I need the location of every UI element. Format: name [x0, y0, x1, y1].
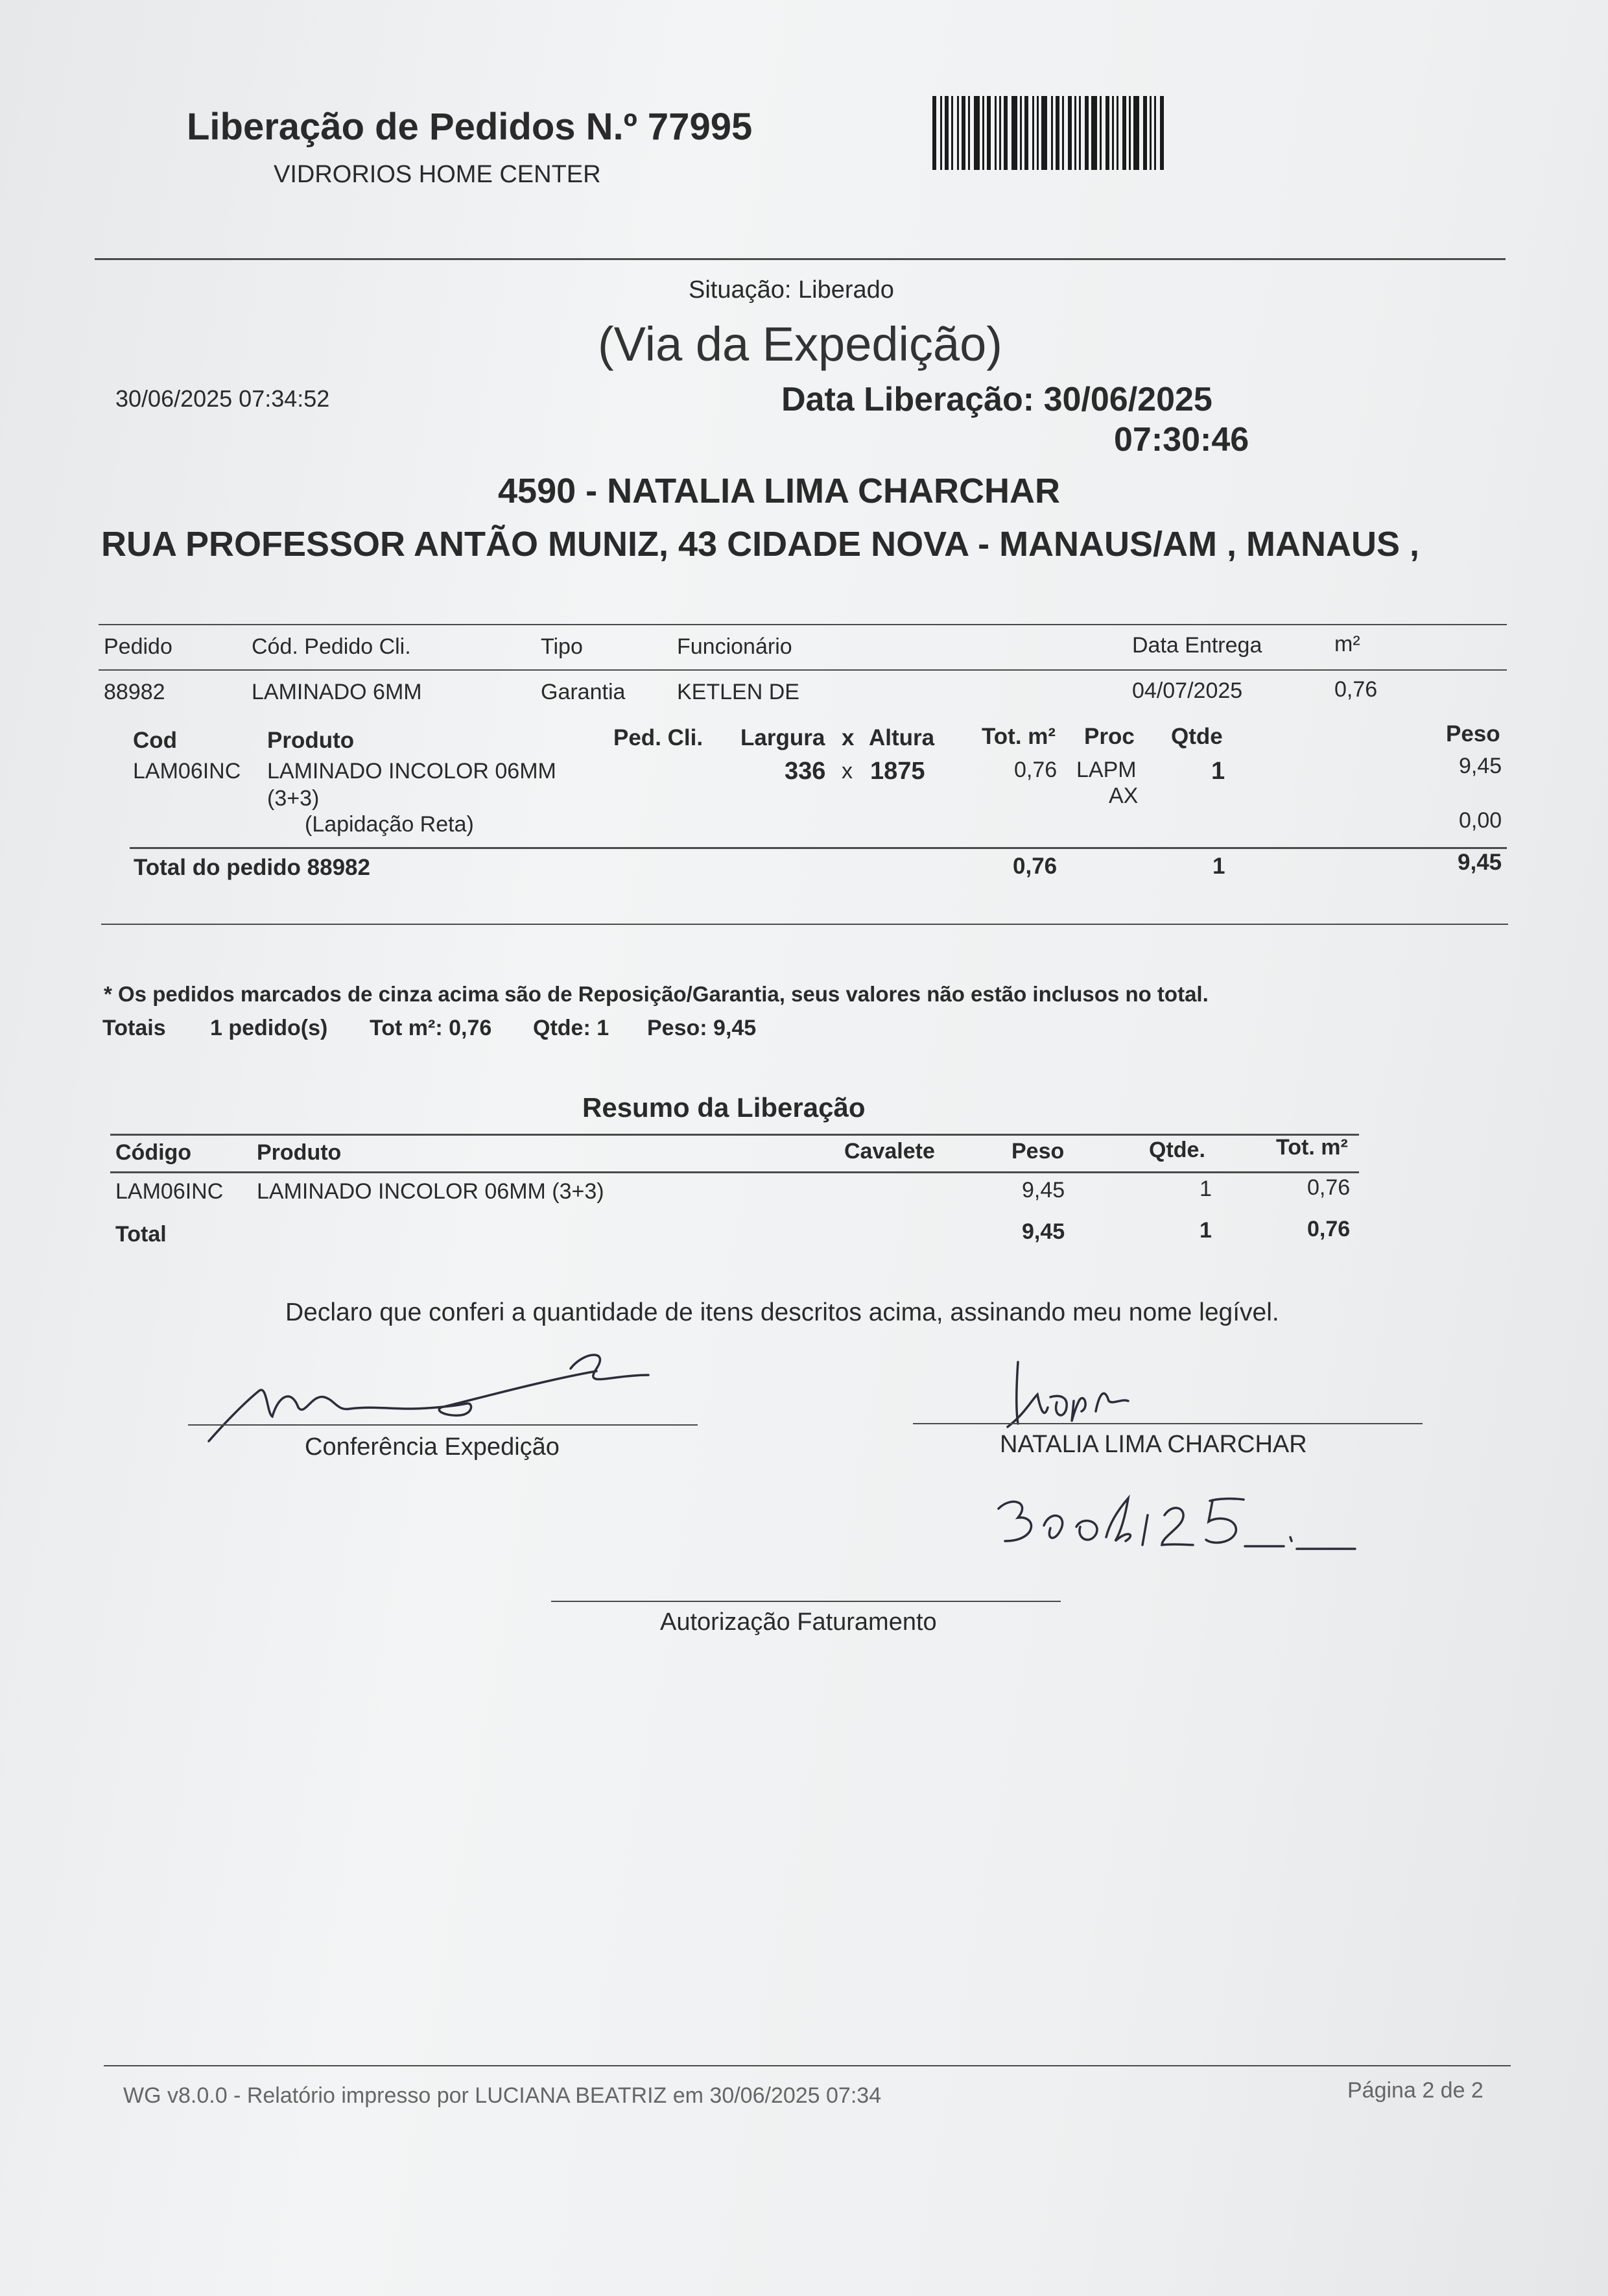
resumo-col-qtde: Qtde. [1149, 1138, 1205, 1162]
status-label: Situação: Liberado [689, 276, 894, 304]
footer-divider [104, 2065, 1511, 2066]
signature-left [195, 1349, 674, 1446]
declaration-text: Declaro que conferi a quantidade de itens descritos acima, assinando meu nome legível. [285, 1298, 1279, 1326]
liberacao-date: Data Liberação: 30/06/2025 [781, 381, 1212, 418]
barcode [932, 96, 1180, 170]
col-cod-pedido-cli: Cód. Pedido Cli. [252, 634, 411, 659]
resumo-header-line [110, 1171, 1359, 1173]
resumo-top-line [110, 1134, 1359, 1136]
barcode-bar [968, 96, 970, 170]
col-data-entrega: Data Entrega [1132, 633, 1262, 658]
barcode-bar [1004, 96, 1008, 170]
items-bottom-divider [101, 924, 1508, 925]
resumo-total-tot-m2: 0,76 [1307, 1217, 1351, 1241]
note-text: * Os pedidos marcados de cinza acima são de Reposição/Garantia, seus valores não estão inclusos no total. [104, 982, 1209, 1006]
signature-label-bottom: Autorização Faturamento [660, 1608, 937, 1636]
order-data-entrega: 04/07/2025 [1132, 678, 1243, 703]
signature-line-right [913, 1423, 1423, 1424]
items-col-altura: Altura [869, 725, 935, 750]
order-header-divider [99, 669, 1507, 671]
items-col-qtde: Qtde [1171, 724, 1223, 749]
client-address: RUA PROFESSOR ANTÃO MUNIZ, 43 CIDADE NOVA - MANAUS/AM , MANAUS , [101, 525, 1420, 564]
resumo-qtde: 1 [1200, 1177, 1212, 1201]
resumo-codigo: LAM06INC [115, 1179, 224, 1204]
resumo-produto: LAMINADO INCOLOR 06MM (3+3) [257, 1179, 604, 1204]
order-tipo: Garantia [541, 680, 626, 704]
barcode-bar [957, 96, 959, 170]
totals-pedidos: 1 pedido(s) [210, 1016, 328, 1040]
items-col-cod: Cod [133, 728, 178, 753]
barcode-bar [1154, 96, 1156, 170]
barcode-bar [932, 96, 936, 170]
item-cod: LAM06INC [133, 759, 241, 783]
barcode-bar [999, 96, 1001, 170]
signature-right [999, 1349, 1167, 1433]
signature-label-right: NATALIA LIMA CHARCHAR [1000, 1431, 1307, 1458]
resumo-tot-m2: 0,76 [1307, 1175, 1351, 1200]
resumo-total-label: Total [115, 1222, 167, 1247]
col-tipo: Tipo [541, 634, 583, 659]
barcode-bar [1133, 96, 1139, 170]
totals-label: Totais [102, 1016, 166, 1040]
barcode-bar [1056, 96, 1059, 170]
document-title: Liberação de Pedidos N.º 77995 [187, 106, 753, 148]
resumo-col-tot-m2: Tot. m² [1276, 1135, 1348, 1160]
item-processo: (Lapidação Reta) [305, 812, 474, 837]
barcode-bar [1122, 96, 1126, 170]
item-peso: 9,45 [1459, 754, 1502, 778]
items-col-produto: Produto [267, 728, 355, 753]
order-cod-pedido-cli: LAMINADO 6MM [252, 680, 422, 704]
item-proc-line1: LAPM [1076, 758, 1137, 782]
footer-left: WG v8.0.0 - Relatório impresso por LUCIANA BEATRIZ em 30/06/2025 07:34 [123, 2083, 882, 2108]
item-produto-line2: (3+3) [267, 786, 320, 811]
barcode-bar [995, 96, 997, 170]
items-col-peso: Peso [1446, 721, 1500, 747]
barcode-bar [1037, 96, 1039, 170]
barcode-bar [1129, 96, 1131, 170]
via-label: (Via da Expedição) [598, 317, 1002, 371]
col-funcionario: Funcionário [677, 634, 792, 659]
item-x: x [842, 759, 853, 783]
item-tot-m2: 0,76 [1014, 758, 1058, 782]
header-divider [95, 258, 1506, 260]
footer-right: Página 2 de 2 [1347, 2078, 1484, 2103]
barcode-bar [1085, 96, 1089, 170]
item-produto-line1: LAMINADO INCOLOR 06MM [267, 759, 556, 783]
barcode-bar [1051, 96, 1053, 170]
signature-label-left: Conferência Expedição [305, 1433, 560, 1461]
liberacao-time: 07:30:46 [1114, 421, 1249, 459]
barcode-bar [945, 96, 949, 170]
signature-line-left [188, 1424, 698, 1426]
company-name: VIDRORIOS HOME CENTER [274, 161, 601, 188]
item-peso-proc: 0,00 [1459, 808, 1502, 833]
items-col-x: x [842, 725, 855, 750]
signature-line-bottom [551, 1601, 1061, 1602]
barcode-bar [1117, 96, 1118, 170]
resumo-col-codigo: Código [115, 1140, 192, 1165]
resumo-col-peso: Peso [1011, 1139, 1065, 1164]
col-m2: m² [1334, 632, 1360, 656]
order-funcionario: KETLEN DE [677, 680, 799, 704]
order-table-top [99, 624, 1507, 625]
items-total-label: Total do pedido 88982 [134, 855, 370, 880]
barcode-bar [1160, 96, 1164, 170]
barcode-bar [1079, 96, 1081, 170]
print-timestamp: 30/06/2025 07:34:52 [115, 385, 330, 412]
barcode-bar [1143, 96, 1147, 170]
items-col-ped-cli: Ped. Cli. [613, 725, 704, 750]
barcode-bar [951, 96, 953, 170]
resumo-total-qtde: 1 [1200, 1218, 1212, 1243]
barcode-bar [1020, 96, 1022, 170]
resumo-col-cavalete: Cavalete [844, 1139, 935, 1164]
item-qtde: 1 [1211, 758, 1225, 785]
barcode-bar [1024, 96, 1028, 170]
resumo-col-produto: Produto [257, 1140, 342, 1165]
barcode-bar [962, 96, 965, 170]
barcode-bar [1011, 96, 1017, 170]
barcode-bar [1032, 96, 1034, 170]
item-largura: 336 [785, 758, 826, 785]
order-pedido: 88982 [104, 680, 165, 704]
totals-peso: Peso: 9,45 [647, 1016, 757, 1040]
resumo-peso: 9,45 [1022, 1178, 1065, 1202]
items-col-largura: Largura [740, 725, 825, 750]
barcode-bar [1041, 96, 1047, 170]
barcode-bar [982, 96, 984, 170]
order-m2: 0,76 [1334, 677, 1378, 702]
barcode-bar [1112, 96, 1114, 170]
barcode-bar [1062, 96, 1064, 170]
client-name: 4590 - NATALIA LIMA CHARCHAR [498, 472, 1061, 510]
items-total-m2: 0,76 [1013, 854, 1058, 879]
barcode-bar [987, 96, 991, 170]
barcode-bar [1068, 96, 1072, 170]
barcode-bar [1091, 96, 1097, 170]
items-total-divider [130, 847, 1507, 849]
col-pedido: Pedido [104, 634, 172, 659]
barcode-bar [940, 96, 942, 170]
barcode-bar [974, 96, 980, 170]
totals-qtde: Qtde: 1 [533, 1016, 609, 1040]
resumo-total-peso: 9,45 [1022, 1219, 1065, 1244]
resumo-title: Resumo da Liberação [582, 1092, 866, 1123]
barcode-bar [1074, 96, 1076, 170]
barcode-bar [1150, 96, 1152, 170]
item-altura: 1875 [870, 758, 925, 785]
barcode-bar [1100, 96, 1102, 170]
items-col-tot-m2: Tot. m² [982, 724, 1056, 749]
handwritten-date [992, 1489, 1368, 1561]
items-total-qtde: 1 [1212, 854, 1225, 879]
items-col-proc: Proc [1084, 724, 1135, 749]
barcode-bar [1106, 96, 1109, 170]
totals-tot-m2: Tot m²: 0,76 [370, 1016, 492, 1040]
items-total-peso: 9,45 [1458, 850, 1502, 875]
item-proc-line2: AX [1109, 783, 1139, 808]
